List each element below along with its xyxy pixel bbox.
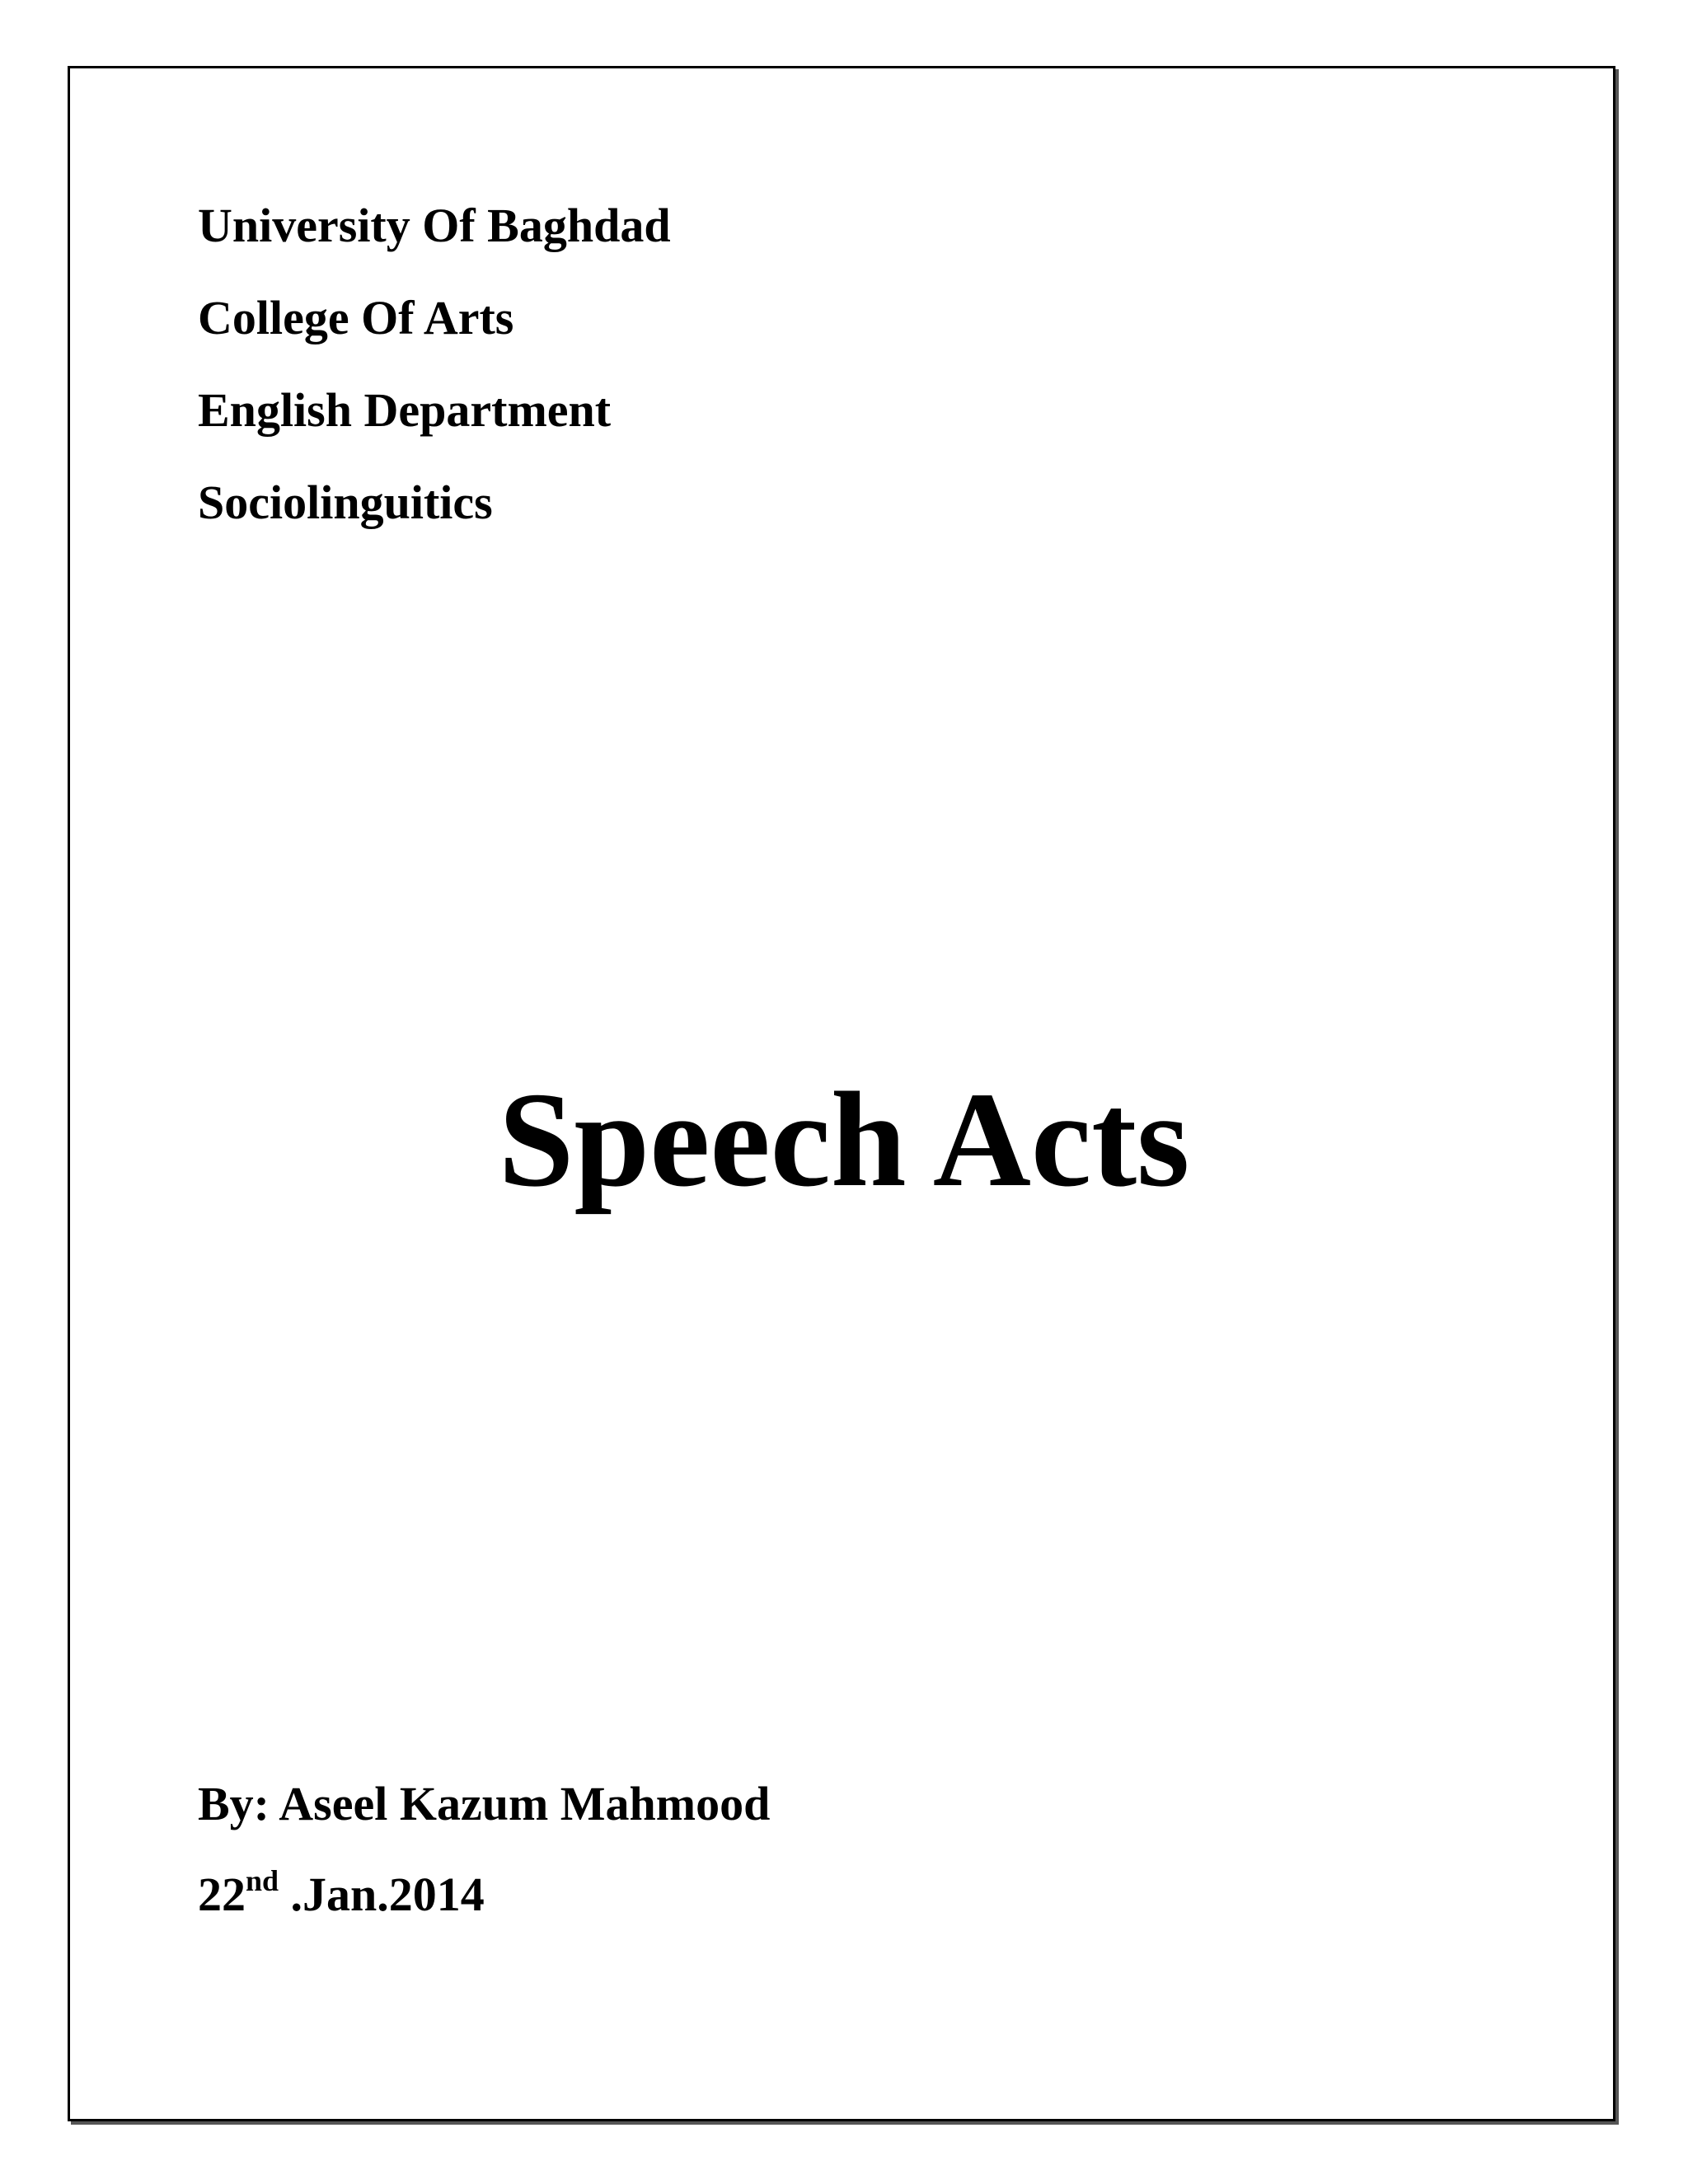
university-name: University Of Baghdad [198, 199, 671, 252]
author-line: By: Aseel Kazum Mahmood [198, 1777, 771, 1830]
document-title: Speech Acts [498, 1064, 1190, 1215]
college-name: College Of Arts [198, 291, 514, 344]
department-name: English Department [198, 383, 612, 437]
date-day: 22 [198, 1868, 246, 1921]
date-day-suffix: nd [246, 1864, 279, 1897]
date-month-year: .Jan.2014 [279, 1868, 485, 1921]
course-name: Sociolinguitics [198, 476, 493, 529]
date-line [198, 1864, 485, 1921]
